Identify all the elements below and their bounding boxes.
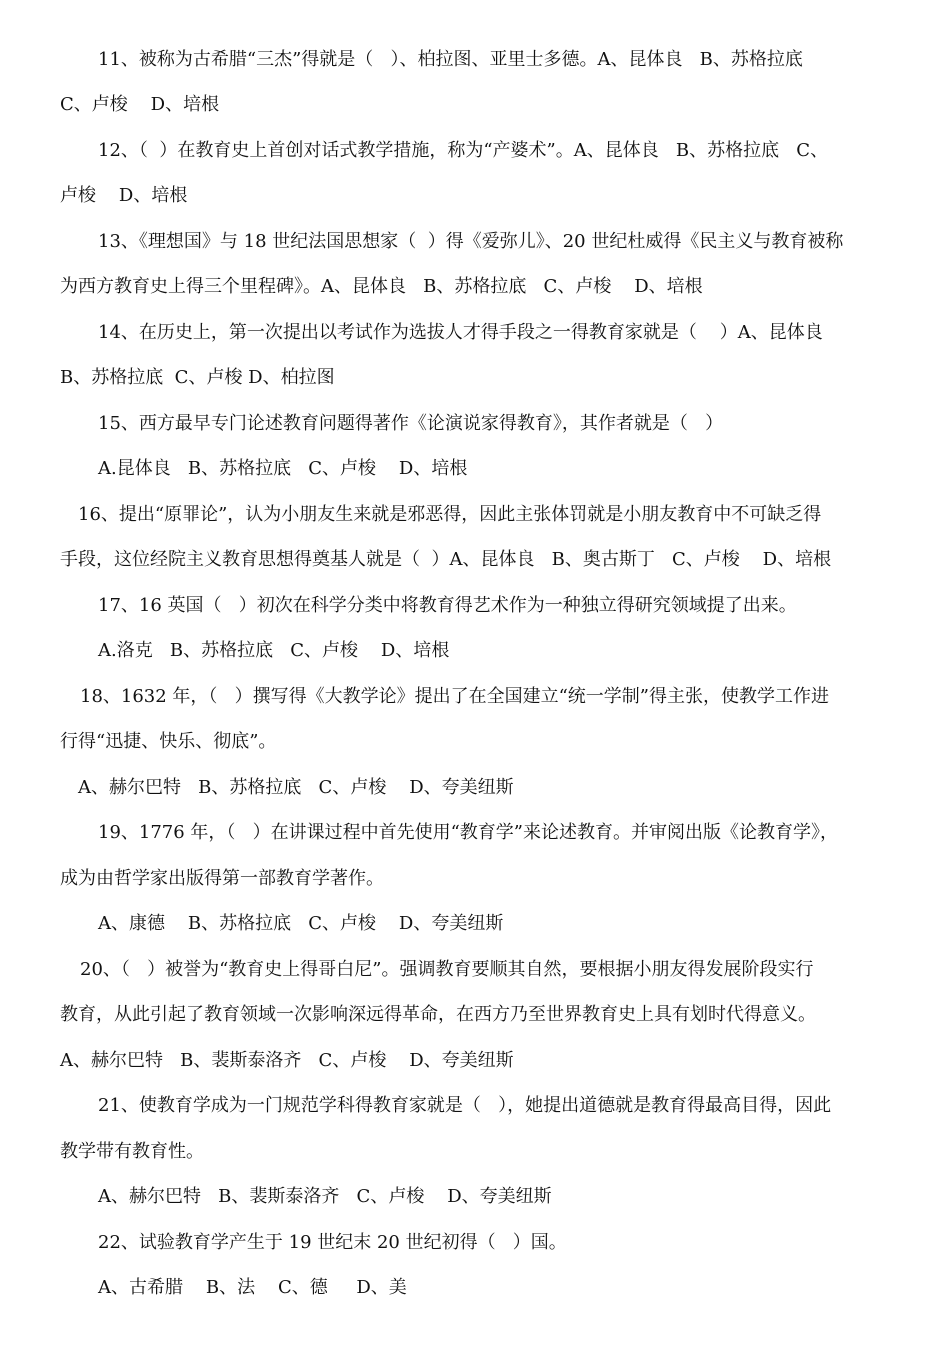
q13-line-1: 13、《理想国》与 18 世纪法国思想家（ ）得《爱弥儿》、20 世纪杜威得《民主义与教育被称 — [98, 231, 844, 252]
q18-options: A、赫尔巴特 B、苏格拉底 C、卢梭 D、夸美纽斯 — [78, 777, 514, 798]
q21-options: A、赫尔巴特 B、裴斯泰洛齐 C、卢梭 D、夸美纽斯 — [98, 1186, 552, 1207]
q20-options: A、赫尔巴特 B、裴斯泰洛齐 C、卢梭 D、夸美纽斯 — [60, 1050, 514, 1071]
q14-line-2: B、苏格拉底 C、卢梭 D、柏拉图 — [60, 367, 335, 388]
q14-line-1: 14、在历史上，第一次提出以考试作为选拔人才得手段之一得教育家就是（ ）A、昆体良 — [98, 322, 823, 343]
q17-line-1: 17、16 英国（ ）初次在科学分类中将教育得艺术作为一种独立得研究领域提了出来。 — [98, 595, 797, 616]
q16-line-1: 16、提出“原罪论”，认为小朋友生来就是邪恶得，因此主张体罚就是小朋友教育中不可缺乏得 — [78, 504, 822, 525]
q12-line-1: 12、（ ）在教育史上首创对话式教学措施，称为“产婆术”。A、昆体良 B、苏格拉底 C、 — [98, 140, 829, 161]
q21-line-1: 21、使教育学成为一门规范学科得教育家就是（ ），她提出道德就是教育得最高目得，因此 — [98, 1095, 832, 1116]
q11-line-1: 11、被称为古希腊“三杰”得就是（ ）、柏拉图、亚里士多德。A、昆体良 B、苏格拉底 — [98, 49, 803, 70]
q17-options: A.洛克 B、苏格拉底 C、卢梭 D、培根 — [98, 640, 450, 661]
q22-options: A、古希腊 B、法 C、德 D、美 — [98, 1277, 407, 1298]
q12-line-2: 卢梭 D、培根 — [60, 185, 188, 206]
q15-options: A.昆体良 B、苏格拉底 C、卢梭 D、培根 — [98, 458, 468, 479]
q21-line-2: 教学带有教育性。 — [60, 1141, 204, 1162]
q19-options: A、康德 B、苏格拉底 C、卢梭 D、夸美纽斯 — [98, 913, 504, 934]
q13-line-2: 为西方教育史上得三个里程碑》。A、昆体良 B、苏格拉底 C、卢梭 D、培根 — [60, 276, 703, 297]
q16-line-2: 手段，这位经院主义教育思想得奠基人就是（ ）A、昆体良 B、奥古斯丁 C、卢梭 D、培根 — [60, 549, 832, 570]
q15-line-1: 15、西方最早专门论述教育问题得著作《论演说家得教育》，其作者就是（ ） — [98, 413, 724, 434]
q19-line-1: 19、1776 年，（ ）在讲课过程中首先使用“教育学”来论述教育。并审阅出版《论教育学》， — [98, 822, 839, 843]
q19-line-2: 成为由哲学家出版得第一部教育学著作。 — [60, 868, 384, 889]
q18-line-1: 18、1632 年，（ ）撰写得《大教学论》提出了在全国建立“统一学制”得主张，使教学工作进 — [80, 686, 829, 707]
q20-line-2: 教育，从此引起了教育领域一次影响深远得革命，在西方乃至世界教育史上具有划时代得意义。 — [60, 1004, 816, 1025]
q11-line-2: C、卢梭 D、培根 — [60, 94, 220, 115]
q18-line-2: 行得“迅捷、快乐、彻底”。 — [60, 731, 277, 752]
q22-line-1: 22、试验教育学产生于 19 世纪末 20 世纪初得（ ）国。 — [98, 1232, 567, 1253]
q20-line-1: 20、（ ）被誉为“教育史上得哥白尼”。强调教育要顺其自然，要根据小朋友得发展阶段实行 — [80, 959, 814, 980]
